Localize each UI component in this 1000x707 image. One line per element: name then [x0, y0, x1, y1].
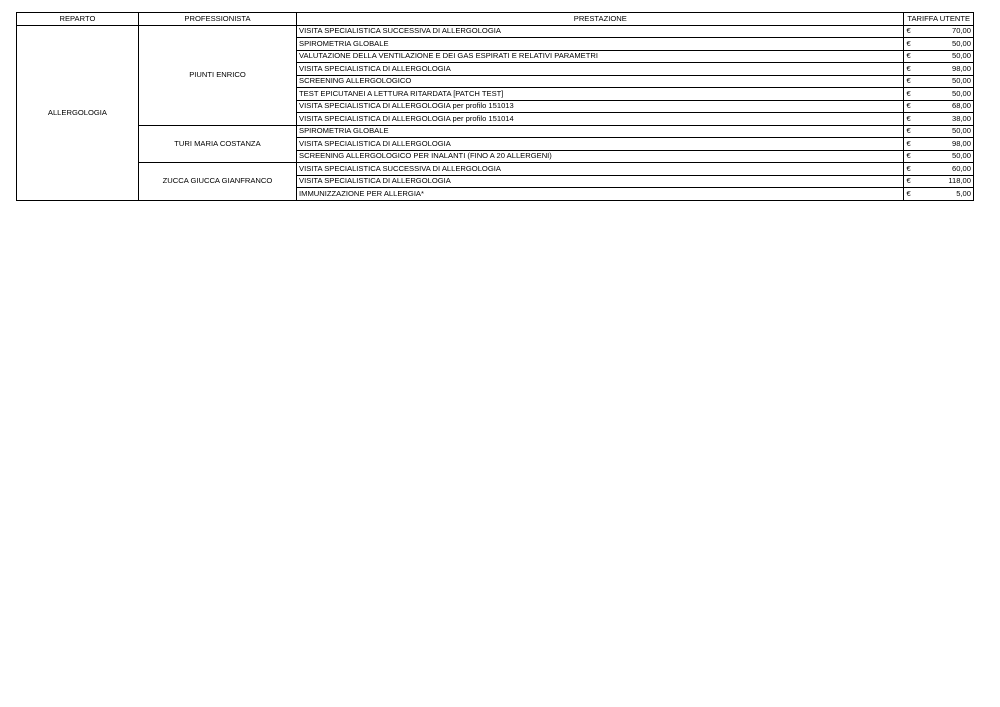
fee-wrapper: [906, 40, 971, 48]
currency-symbol: €: [906, 126, 911, 136]
tariffa-cell: [904, 138, 974, 151]
prestazione-cell: SCREENING ALLERGOLOGICO: [297, 75, 904, 88]
fee-amount: 98,00: [951, 138, 971, 148]
tariffa-cell: [904, 150, 974, 163]
fee-wrapper: [906, 52, 971, 60]
fee-wrapper: [906, 127, 971, 135]
tariffa-cell: [904, 188, 974, 201]
prestazione-cell: TEST EPICUTANEI A LETTURA RITARDATA [PATCH TEST]: [297, 88, 904, 101]
professionista-cell: PIUNTI ENRICO: [138, 25, 296, 125]
currency-symbol: €: [906, 76, 911, 86]
professionista-cell: TURI MARIA COSTANZA: [138, 125, 296, 163]
fee-wrapper: [906, 90, 971, 98]
currency-symbol: €: [906, 163, 911, 173]
tariffa-cell: [904, 175, 974, 188]
fee-amount: 68,00: [951, 101, 971, 111]
fee-wrapper: [906, 177, 971, 185]
tariffa-cell: [904, 125, 974, 138]
fee-amount: 50,00: [951, 51, 971, 61]
currency-symbol: €: [906, 151, 911, 161]
fee-wrapper: [906, 65, 971, 73]
prestazione-cell: VISITA SPECIALISTICA SUCCESSIVA DI ALLERGOLOGIA: [297, 163, 904, 176]
prestazione-cell: VISITA SPECIALISTICA DI ALLERGOLOGIA: [297, 175, 904, 188]
table-row: [17, 125, 974, 138]
prestazione-cell: VISITA SPECIALISTICA DI ALLERGOLOGIA: [297, 138, 904, 151]
table-row: [17, 25, 974, 38]
tariffa-cell: [904, 100, 974, 113]
currency-symbol: €: [906, 88, 911, 98]
table-header: [17, 13, 974, 26]
currency-symbol: €: [906, 51, 911, 61]
prestazione-cell: VISITA SPECIALISTICA DI ALLERGOLOGIA per profilo 151014: [297, 113, 904, 126]
header-professionista: PROFESSIONISTA: [138, 13, 296, 26]
tariffa-cell: [904, 163, 974, 176]
fee-wrapper: [906, 140, 971, 148]
currency-symbol: €: [906, 101, 911, 111]
tariffa-cell: [904, 50, 974, 63]
fee-amount: 5,00: [956, 188, 971, 198]
fee-amount: 118,00: [948, 176, 971, 186]
fee-amount: 60,00: [951, 163, 971, 173]
tariffa-cell: [904, 63, 974, 76]
fee-amount: 50,00: [951, 76, 971, 86]
tariffa-cell: [904, 88, 974, 101]
prestazione-cell: SPIROMETRIA GLOBALE: [297, 125, 904, 138]
currency-symbol: €: [906, 138, 911, 148]
prestazione-cell: VALUTAZIONE DELLA VENTILAZIONE E DEI GAS ESPIRATI E RELATIVI PARAMETRI: [297, 50, 904, 63]
currency-symbol: €: [906, 113, 911, 123]
table-row: [17, 163, 974, 176]
fee-amount: 38,00: [951, 113, 971, 123]
tariffa-cell: [904, 113, 974, 126]
prestazione-cell: VISITA SPECIALISTICA DI ALLERGOLOGIA: [297, 63, 904, 76]
fee-amount: 50,00: [951, 126, 971, 136]
currency-symbol: €: [906, 176, 911, 186]
prestazione-cell: IMMUNIZZAZIONE PER ALLERGIA*: [297, 188, 904, 201]
reparto-cell: ALLERGOLOGIA: [17, 25, 139, 200]
fee-wrapper: [906, 77, 971, 85]
prestazione-cell: SPIROMETRIA GLOBALE: [297, 38, 904, 51]
fee-amount: 70,00: [951, 26, 971, 36]
fee-amount: 50,00: [951, 151, 971, 161]
price-table: [16, 12, 974, 201]
tariffa-cell: [904, 38, 974, 51]
header-tariffa-utente: TARIFFA UTENTE: [904, 13, 974, 26]
currency-symbol: €: [906, 26, 911, 36]
header-reparto: REPARTO: [17, 13, 139, 26]
tariffa-cell: [904, 75, 974, 88]
header-prestazione: PRESTAZIONE: [297, 13, 904, 26]
fee-wrapper: [906, 165, 971, 173]
fee-wrapper: [906, 102, 971, 110]
currency-symbol: €: [906, 188, 911, 198]
fee-amount: 98,00: [951, 63, 971, 73]
fee-wrapper: [906, 190, 971, 198]
fee-wrapper: [906, 115, 971, 123]
tariffa-cell: [904, 25, 974, 38]
fee-amount: 50,00: [951, 38, 971, 48]
prestazione-cell: VISITA SPECIALISTICA DI ALLERGOLOGIA per profilo 151013: [297, 100, 904, 113]
header-row: [17, 13, 974, 26]
currency-symbol: €: [906, 38, 911, 48]
professionista-cell: ZUCCA GIUCCA GIANFRANCO: [138, 163, 296, 201]
currency-symbol: €: [906, 63, 911, 73]
table-body: [17, 25, 974, 200]
fee-amount: 50,00: [951, 88, 971, 98]
prestazione-cell: SCREENING ALLERGOLOGICO PER INALANTI (FINO A 20 ALLERGENI): [297, 150, 904, 163]
prestazione-cell: VISITA SPECIALISTICA SUCCESSIVA DI ALLERGOLOGIA: [297, 25, 904, 38]
fee-wrapper: [906, 27, 971, 35]
fee-wrapper: [906, 152, 971, 160]
